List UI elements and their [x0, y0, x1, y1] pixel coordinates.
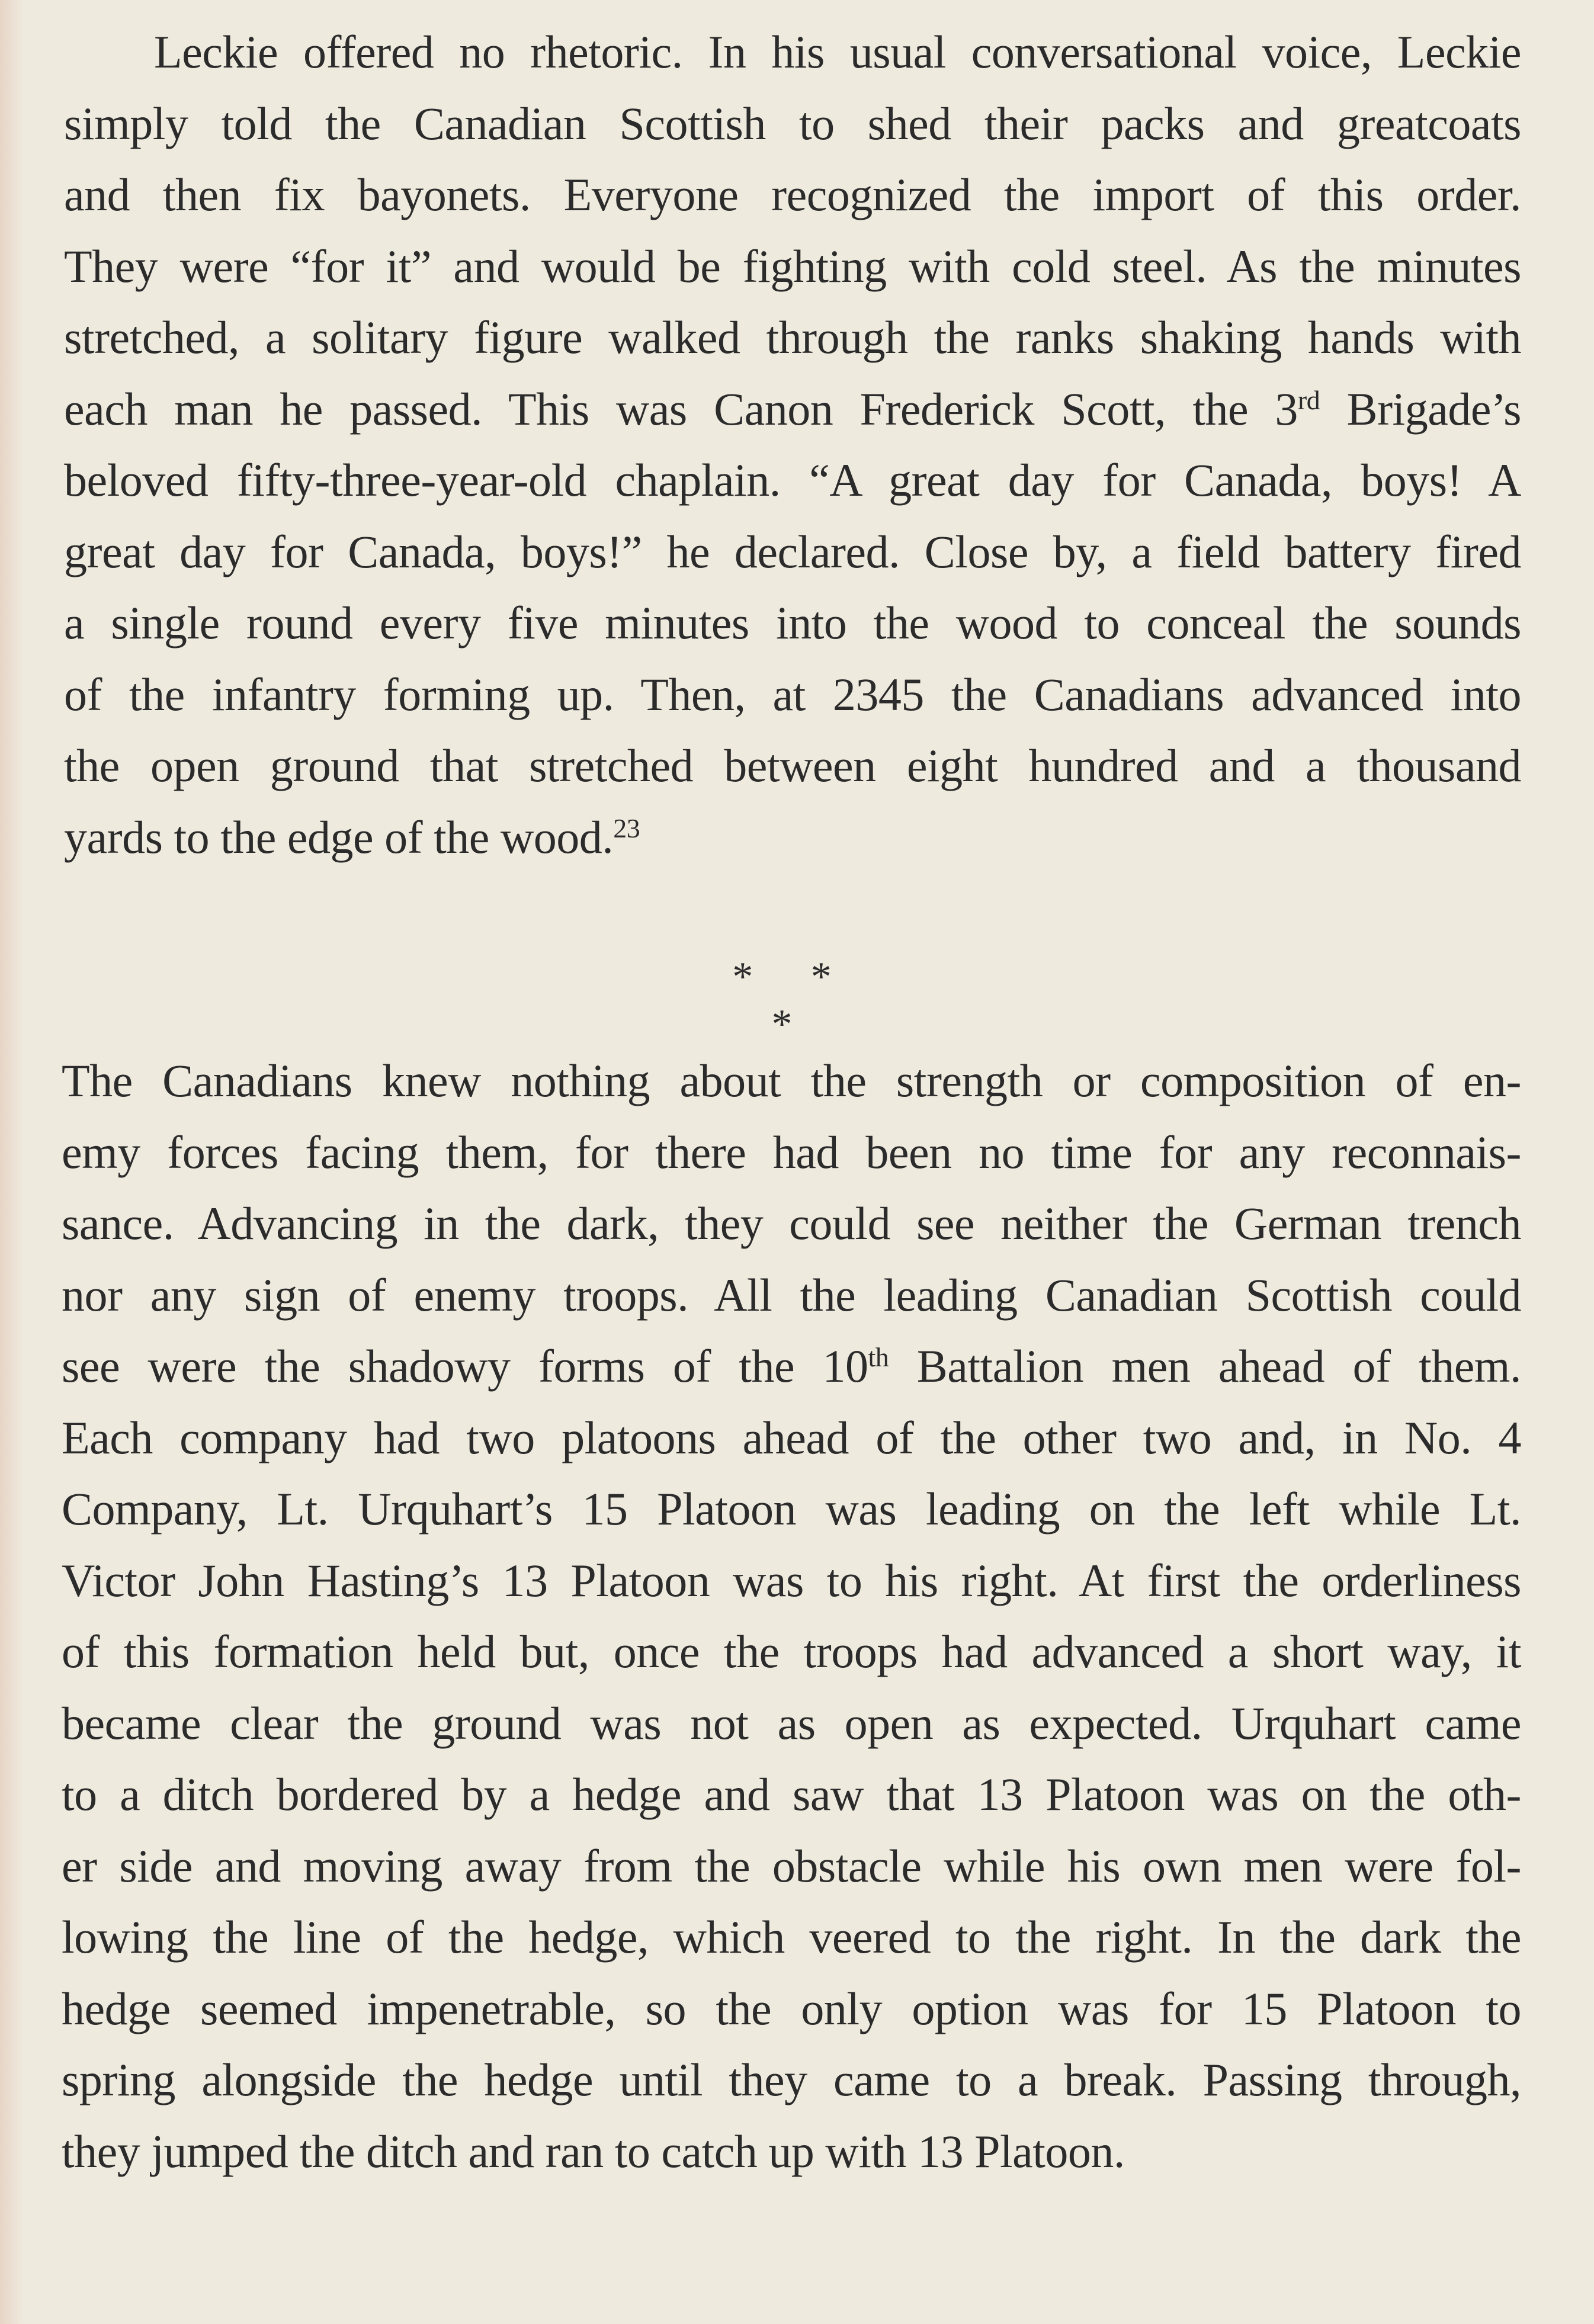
text-fragment: Brigade’s	[1320, 383, 1521, 435]
text-line: emy forces facing them, for there had been no time for any reconnais-	[62, 1126, 1521, 1178]
ordinal-superscript: th	[868, 1342, 889, 1372]
text-fragment: Battalion men ahead of them.	[889, 1340, 1521, 1392]
paragraph-leckie-orders	[64, 17, 1521, 873]
text-line: Victor John Hasting’s 13 Platoon was to his right. At first the orderliness	[62, 1554, 1521, 1606]
section-separator: * * *	[732, 954, 855, 1047]
text-line	[64, 802, 1521, 874]
text-line: beloved fifty-three-year-old chaplain. “A great day for Canada, boys! A	[64, 454, 1521, 506]
text-line: Company, Lt. Urquhart’s 15 Platoon was leading on the left while Lt.	[62, 1483, 1521, 1535]
text-line: sance. Advancing in the dark, they could see neither the German trench	[62, 1198, 1521, 1249]
text-line: nor any sign of enemy troops. All the leading Canadian Scottish could	[62, 1269, 1521, 1321]
text-line: a single round every five minutes into the wood to conceal the sounds	[64, 597, 1521, 649]
text-line	[62, 1331, 1521, 1402]
page-edge-shadow	[0, 0, 24, 2324]
text-line: of the infantry forming up. Then, at 2345 the Canadians advanced into	[64, 668, 1521, 720]
text-line: The Canadians knew nothing about the strength or composition of en-	[62, 1055, 1521, 1106]
text-line	[64, 374, 1521, 445]
text-line: simply told the Canadian Scottish to shed their packs and greatcoats	[64, 97, 1521, 149]
footnote-reference: 23	[613, 813, 640, 843]
text-line: spring alongside the hedge until they came to a break. Passing through,	[62, 2054, 1521, 2105]
text-line: of this formation held but, once the troops had advanced a short way, it	[62, 1626, 1521, 1677]
text-fragment: each man he passed. This was Canon Frederick Scott, the 3	[64, 383, 1298, 435]
text-line: the open ground that stretched between eight hundred and a thousand	[64, 740, 1521, 791]
text-line: Leckie offered no rhetoric. In his usual conversational voice, Leckie	[154, 26, 1521, 78]
text-fragment: yards to the edge of the wood.	[64, 811, 614, 863]
ordinal-superscript: rd	[1297, 384, 1320, 415]
text-line: Each company had two platoons ahead of the other two and, in No. 4	[62, 1411, 1521, 1463]
text-line: to a ditch bordered by a hedge and saw that 13 Platoon was on the oth-	[62, 1768, 1521, 1820]
text-line: they jumped the ditch and ran to catch up with 13 Platoon.	[62, 2125, 1125, 2177]
text-line: They were “for it” and would be fighting with cold steel. As the minutes	[64, 240, 1521, 292]
text-line: er side and moving away from the obstacle while his own men were fol-	[62, 1840, 1521, 1892]
text-line: became clear the ground was not as open as expected. Urquhart came	[62, 1697, 1521, 1749]
text-line: stretched, a solitary figure walked through the ranks shaking hands with	[64, 312, 1521, 363]
text-line: lowing the line of the hedge, which veered to the right. In the dark the	[62, 1911, 1521, 1963]
text-line: great day for Canada, boys!” he declared. Close by, a field battery fired	[64, 525, 1521, 577]
paragraph-canadian-advance	[62, 1045, 1521, 2187]
text-line: hedge seemed impenetrable, so the only option was for 15 Platoon to	[62, 1982, 1521, 2034]
text-line: and then fix bayonets. Everyone recognized the import of this order.	[64, 169, 1521, 220]
text-fragment: see were the shadowy forms of the 10	[62, 1340, 868, 1392]
